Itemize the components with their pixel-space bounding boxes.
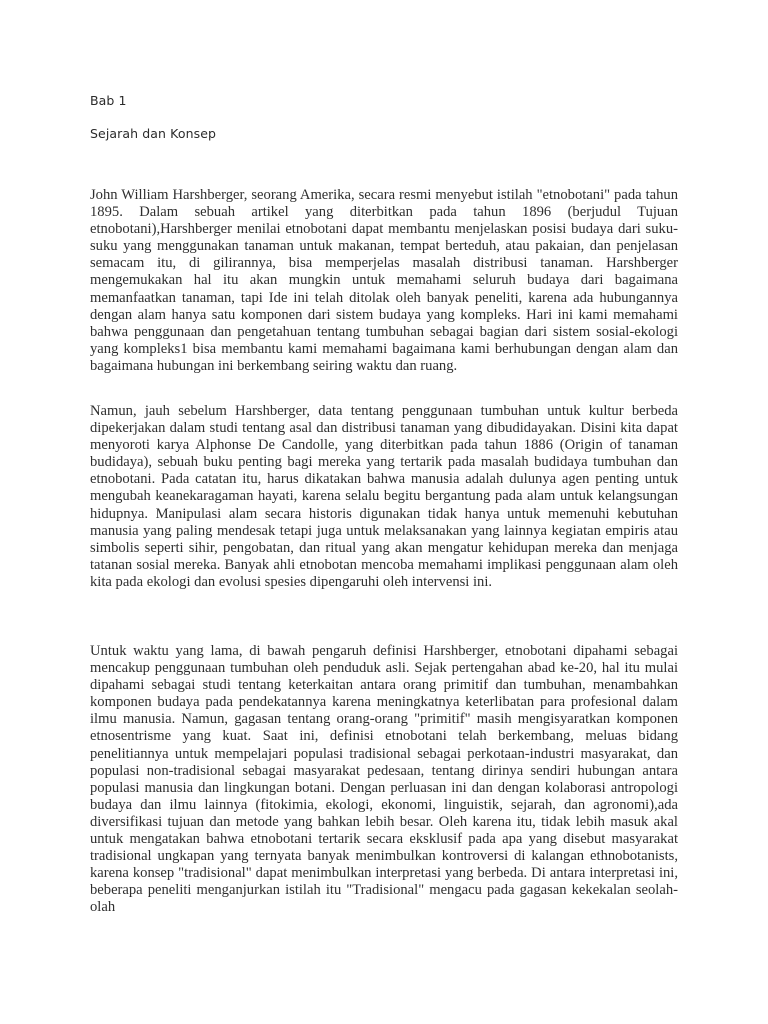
paragraph-3: Untuk waktu yang lama, di bawah pengaruh definisi Harshberger, etnobotani dipahami sebagai mencakup penggunaan tumbuhan oleh penduduk asli. Sejak pertengahan abad ke-20, hal itu mulai dipahami sebagai studi tentang keterkaitan antara orang primitif dan tumbuhan, menambahkan komponen budaya pada pendekatannya karena meningkatnya keterlibatan para profesional dalam ilmu manusia. Namun, gagasan tentang orang-orang "primitif" masih mengisyaratkan komponen etnosentrisme yang kuat. Saat ini, definisi etnobotani telah berkembang, meluas bidang penelitiannya untuk mempelajari populasi tradisional sebagai perkotaan-industri masyarakat, dan populasi non-tradisional sebagai masyarakat pedesaan, tentang dirinya sendiri hubungan antara populasi manusia dan lingkungan botani. Dengan perluasan ini dan dengan kolaborasi antropologi budaya dan ilmu lainnya (fitokimia, ekologi, ekonomi, linguistik, sejarah, dan agronomi),ada diversifikasi tujuan dan metode yang bahkan lebih besar. Oleh karena itu, tidak lebih masuk akal untuk mengatakan bahwa etnobotani tertarik secara eksklusif pada apa yang disebut masyarakat tradisional ungkapan yang ternyata banyak menimbulkan kontroversi di kalangan ethnobotanists, karena konsep "tradisional" dapat menimbulkan interpretasi yang berbeda. Di antara interpretasi ini, beberapa peneliti menganjurkan istilah itu "Tradisional" mengacu pada gagasan kekekalan seolah-olah [90,643,678,916]
chapter-label: Bab 1 [90,93,127,108]
paragraph-1: John William Harshberger, seorang Amerika, secara resmi menyebut istilah "etnobotani" pada tahun 1895. Dalam sebuah artikel yang diterbitkan pada tahun 1896 (berjudul Tujuan etnobotani),Harshberger menilai etnobotani dapat membantu menjelaskan posisi budaya dari suku-suku yang menggunakan tanaman untuk makanan, tempat berteduh, atau pakaian, dan penjelasan semacam itu, di gilirannya, bisa memperjelas masalah distribusi tanaman. Harshberger mengemukakan hal itu akan mungkin untuk memahami seluruh budaya dari bagaimana memanfaatkan tanaman, tapi Ide ini telah ditolak oleh banyak peneliti, karena ada hubungannya dengan alam hanya satu komponen dari sistem budaya yang kompleks. Hari ini kami memahami bahwa penggunaan dan pengetahuan tentang tumbuhan sebagai bagian dari sistem sosial-ekologi yang kompleks1 bisa membantu kami memahami bagaimana kami berhubungan dengan alam dan bagaimana hubungan ini berkembang seiring waktu dan ruang. [90,187,678,374]
paragraph-2: Namun, jauh sebelum Harshberger, data tentang penggunaan tumbuhan untuk kultur berbeda dipekerjakan dalam studi tentang asal dan distribusi tanaman yang dibudidayakan. Disini kita dapat menyoroti karya Alphonse De Candolle, yang diterbitkan pada tahun 1886 (Origin of tanaman budidaya), sebuah buku penting bagi mereka yang tertarik pada masalah budidaya tumbuhan dan etnobotani. Pada catatan itu, harus dikatakan bahwa manusia adalah dulunya agen penting untuk mengubah keanekaragaman hayati, karena selalu begitu bergantung pada alam untuk kelangsungan hidupnya. Manipulasi alam secara historis digunakan tidak hanya untuk memenuhi kebutuhan manusia yang paling mendesak tetapi juga untuk melaksanakan yang lainnya kegiatan empiris atau simbolis seperti sihir, pengobatan, dan ritual yang akan mengatur kehidupan mereka dan menjaga tatanan sosial mereka. Banyak ahli etnobotan mencoba memahami implikasi penggunaan alam oleh kita pada ekologi dan evolusi spesies dipengaruhi oleh intervensi ini. [90,403,678,590]
section-title: Sejarah dan Konsep [90,126,217,141]
